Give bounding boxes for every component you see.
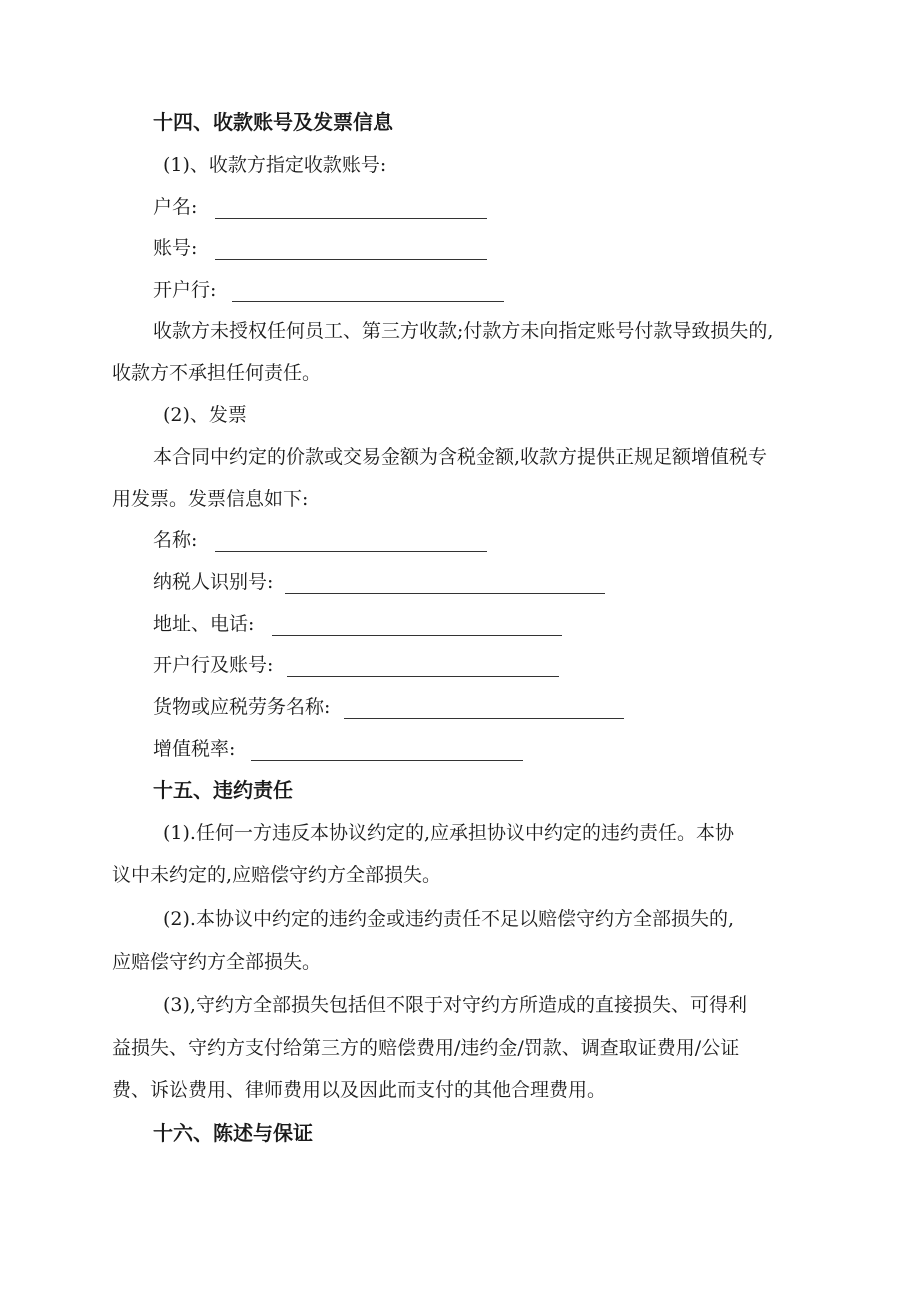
account-number-row — [153, 236, 487, 260]
item-1-label: (1)、收款方指定收款账号: — [163, 154, 387, 176]
account-name-blank[interactable] — [215, 198, 487, 219]
item-2-label: (2)、发票 — [163, 404, 247, 426]
section-16-heading: 十六、陈述与保证 — [153, 1121, 313, 1145]
invoice-text-line-2: 用发票。发票信息如下: — [112, 488, 309, 510]
clause-3-line-1: (3),守约方全部损失包括但不限于对守约方所造成的直接损失、可得利 — [163, 994, 747, 1016]
section-15-heading: 十五、违约责任 — [153, 778, 293, 802]
address-phone-label: 地址、电话: — [153, 613, 255, 635]
clause-3-line-2: 益损失、守约方支付给第三方的赔偿费用/违约金/罚款、调查取证费用/公证 — [112, 1037, 740, 1059]
bank-account-row — [153, 653, 559, 677]
goods-label: 货物或应税劳务名称: — [153, 696, 331, 718]
taxpayer-id-row — [153, 570, 605, 594]
bank-label: 开户行: — [153, 279, 217, 301]
account-number-blank[interactable] — [215, 239, 487, 260]
bank-account-blank[interactable] — [287, 656, 559, 677]
taxpayer-id-blank[interactable] — [285, 573, 605, 594]
address-phone-row — [153, 612, 562, 636]
tax-rate-blank[interactable] — [251, 740, 523, 761]
tax-rate-row — [153, 737, 523, 761]
invoice-name-label: 名称: — [153, 529, 198, 551]
clause-2-line-1: (2).本协议中约定的违约金或违约责任不足以赔偿守约方全部损失的, — [163, 908, 734, 930]
invoice-text-line-1: 本合同中约定的价款或交易金额为含税金额,收款方提供正规足额增值税专 — [153, 446, 768, 468]
address-phone-blank[interactable] — [272, 615, 562, 636]
tax-rate-label: 增值税率: — [153, 738, 236, 760]
account-number-label: 账号: — [153, 237, 198, 259]
account-name-label: 户名: — [153, 196, 198, 218]
invoice-name-row — [153, 528, 487, 552]
clause-1-line-2: 议中未约定的,应赔偿守约方全部损失。 — [112, 864, 442, 886]
bank-account-label: 开户行及账号: — [153, 654, 274, 676]
disclaimer-line-2: 收款方不承担任何责任。 — [112, 362, 322, 384]
clause-1-line-1: (1).任何一方违反本协议约定的,应承担协议中约定的违约责任。本协 — [163, 822, 734, 844]
invoice-name-blank[interactable] — [215, 531, 487, 552]
account-name-row — [153, 195, 487, 219]
goods-blank[interactable] — [344, 698, 624, 719]
bank-blank[interactable] — [232, 281, 504, 302]
disclaimer-line-1: 收款方未授权任何员工、第三方收款;付款方未向指定账号付款导致损失的, — [153, 320, 774, 342]
taxpayer-id-label: 纳税人识别号: — [153, 571, 274, 593]
clause-3-line-3: 费、诉讼费用、律师费用以及因此而支付的其他合理费用。 — [112, 1079, 607, 1101]
bank-row — [153, 278, 504, 302]
goods-row — [153, 695, 624, 719]
section-14-heading: 十四、收款账号及发票信息 — [153, 110, 393, 134]
clause-2-line-2: 应赔偿守约方全部损失。 — [112, 951, 322, 973]
